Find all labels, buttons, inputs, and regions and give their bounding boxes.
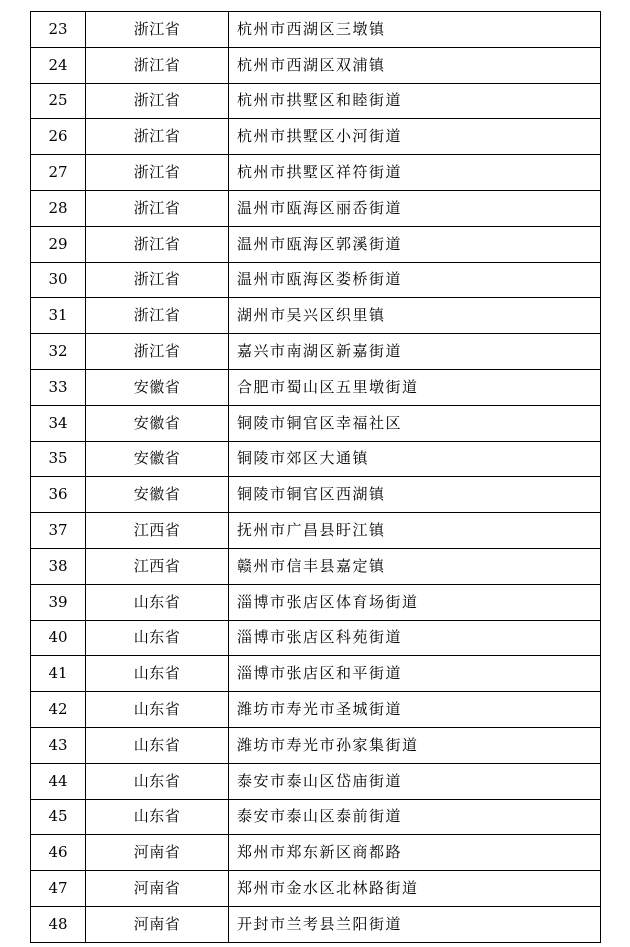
table-row [31,47,601,83]
location-cell: 泰安市泰山区泰前街道 [229,799,601,835]
location-cell: 杭州市拱墅区祥符街道 [229,155,601,191]
row-number-cell: 38 [31,548,86,584]
row-number-cell: 47 [31,871,86,907]
row-number-cell: 43 [31,727,86,763]
row-number-cell: 40 [31,620,86,656]
table-row [31,584,601,620]
row-number-cell: 32 [31,334,86,370]
province-cell: 山东省 [86,799,229,835]
row-number-cell: 44 [31,763,86,799]
row-number-cell: 30 [31,262,86,298]
row-number-cell: 42 [31,692,86,728]
location-cell: 抚州市广昌县盱江镇 [229,513,601,549]
row-number-cell: 41 [31,656,86,692]
table-row [31,441,601,477]
location-cell: 杭州市西湖区双浦镇 [229,47,601,83]
row-number-cell: 46 [31,835,86,871]
row-number-cell: 31 [31,298,86,334]
province-cell: 浙江省 [86,12,229,48]
table-row [31,12,601,48]
province-cell: 浙江省 [86,47,229,83]
table-row [31,83,601,119]
table-row [31,190,601,226]
row-number-cell: 24 [31,47,86,83]
province-cell: 河南省 [86,906,229,942]
table-row [31,763,601,799]
province-cell: 江西省 [86,513,229,549]
location-cell: 郑州市郑东新区商都路 [229,835,601,871]
table-row [31,262,601,298]
province-cell: 河南省 [86,835,229,871]
row-number-cell: 48 [31,906,86,942]
province-cell: 安徽省 [86,405,229,441]
location-cell: 嘉兴市南湖区新嘉街道 [229,334,601,370]
province-cell: 山东省 [86,763,229,799]
row-number-cell: 35 [31,441,86,477]
table-row [31,620,601,656]
table-row [31,298,601,334]
row-number-cell: 26 [31,119,86,155]
province-cell: 浙江省 [86,298,229,334]
province-cell: 浙江省 [86,119,229,155]
province-cell: 安徽省 [86,369,229,405]
row-number-cell: 45 [31,799,86,835]
table-row [31,548,601,584]
province-cell: 山东省 [86,692,229,728]
province-cell: 浙江省 [86,155,229,191]
province-cell: 浙江省 [86,262,229,298]
province-cell: 浙江省 [86,83,229,119]
row-number-cell: 23 [31,12,86,48]
table-row [31,405,601,441]
row-number-cell: 25 [31,83,86,119]
province-cell: 江西省 [86,548,229,584]
location-cell: 杭州市西湖区三墩镇 [229,12,601,48]
province-cell: 山东省 [86,656,229,692]
province-cell: 山东省 [86,584,229,620]
row-number-cell: 36 [31,477,86,513]
location-cell: 淄博市张店区和平街道 [229,656,601,692]
row-number-cell: 29 [31,226,86,262]
location-cell: 杭州市拱墅区小河街道 [229,119,601,155]
location-cell: 淄博市张店区科苑街道 [229,620,601,656]
location-cell: 赣州市信丰县嘉定镇 [229,548,601,584]
table-row [31,835,601,871]
table-row [31,477,601,513]
table-row [31,727,601,763]
location-cell: 温州市瓯海区娄桥街道 [229,262,601,298]
location-cell: 铜陵市铜官区幸福社区 [229,405,601,441]
location-cell: 开封市兰考县兰阳街道 [229,906,601,942]
location-cell: 郑州市金水区北林路街道 [229,871,601,907]
location-cell: 铜陵市郊区大通镇 [229,441,601,477]
row-number-cell: 33 [31,369,86,405]
row-number-cell: 39 [31,584,86,620]
province-cell: 山东省 [86,727,229,763]
location-cell: 温州市瓯海区郭溪街道 [229,226,601,262]
row-number-cell: 34 [31,405,86,441]
province-cell: 浙江省 [86,226,229,262]
table-row [31,334,601,370]
table-row [31,799,601,835]
location-cell: 湖州市吴兴区织里镇 [229,298,601,334]
table-row [31,226,601,262]
location-cell: 合肥市蜀山区五里墩街道 [229,369,601,405]
province-cell: 浙江省 [86,190,229,226]
table-row [31,906,601,942]
province-cell: 山东省 [86,620,229,656]
row-number-cell: 27 [31,155,86,191]
table-row [31,513,601,549]
province-cell: 安徽省 [86,441,229,477]
location-table [30,11,601,943]
table-row [31,692,601,728]
row-number-cell: 28 [31,190,86,226]
location-cell: 杭州市拱墅区和睦街道 [229,83,601,119]
location-cell: 泰安市泰山区岱庙街道 [229,763,601,799]
table-body [31,12,601,943]
table-row [31,155,601,191]
row-number-cell: 37 [31,513,86,549]
province-cell: 安徽省 [86,477,229,513]
province-cell: 河南省 [86,871,229,907]
location-cell: 潍坊市寿光市孙家集街道 [229,727,601,763]
table-row [31,656,601,692]
location-cell: 温州市瓯海区丽岙街道 [229,190,601,226]
table-row [31,119,601,155]
location-cell: 铜陵市铜官区西湖镇 [229,477,601,513]
province-cell: 浙江省 [86,334,229,370]
table-row [31,369,601,405]
table-row [31,871,601,907]
location-cell: 潍坊市寿光市圣城街道 [229,692,601,728]
location-cell: 淄博市张店区体育场街道 [229,584,601,620]
